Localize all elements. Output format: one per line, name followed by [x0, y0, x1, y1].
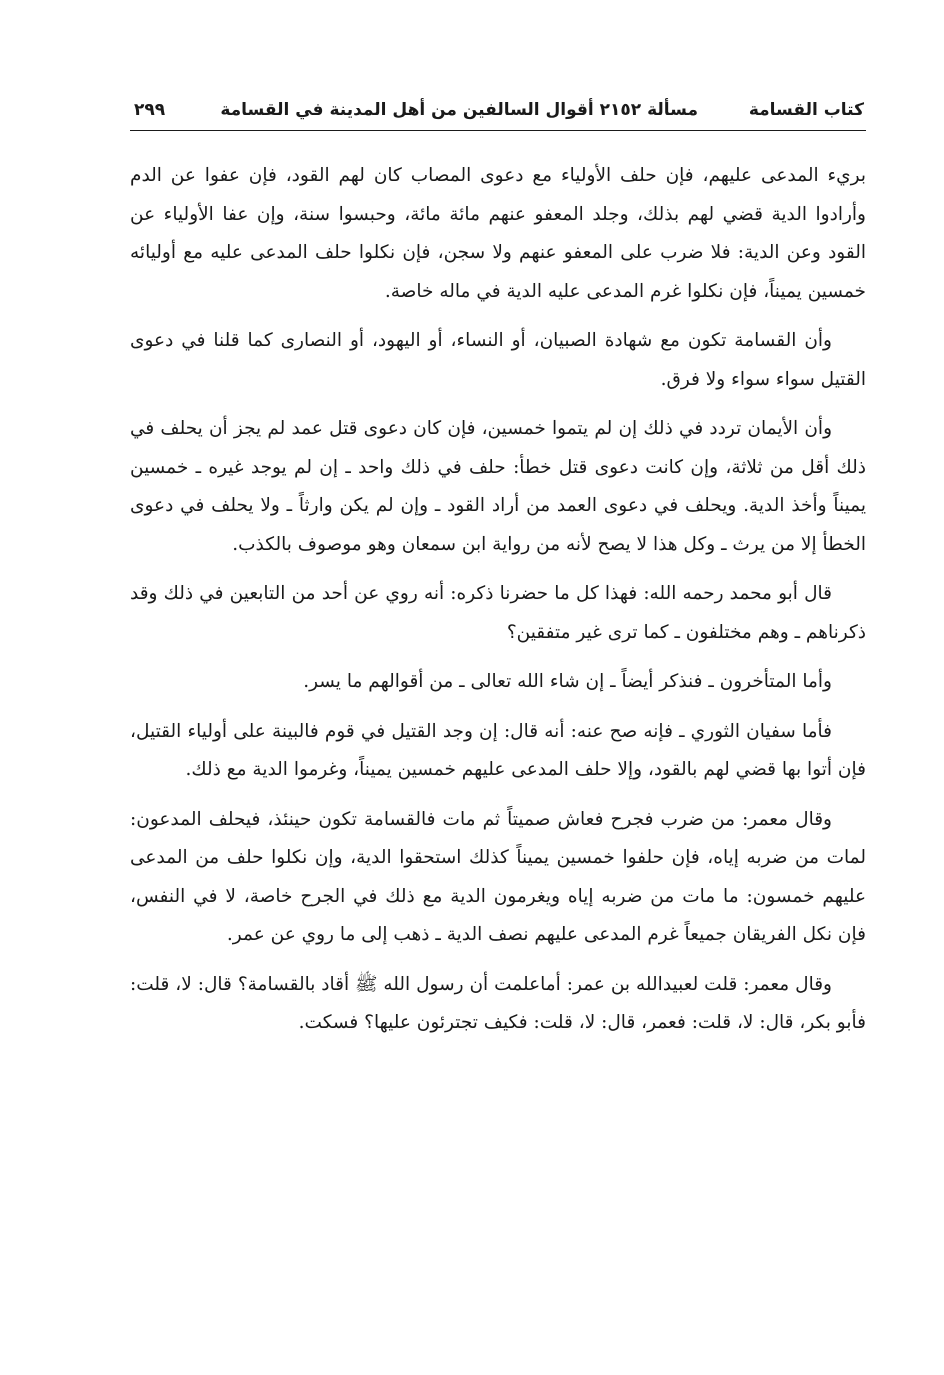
- body-text: [130, 157, 866, 1043]
- paragraph: قال أبو محمد رحمه الله: فهذا كل ما حضرنا ذكره: أنه روي عن أحد من التابعين في ذلك وقد ذكرناهم ـ وهم مختلفون ـ كما ترى غير متفقين؟: [130, 583, 866, 643]
- paragraph: وقال معمر: قلت لعبيدالله بن عمر: أماعلمت أن رسول الله ﷺ أقاد بالقسامة؟ قال: لا، قلت: فأبو بكر، قال: لا، قلت: فعمر، قال: لا، قلت: فكيف تجترئون عليها؟ فسكت.: [130, 973, 866, 1033]
- book-page: [130, 92, 866, 1342]
- running-header: [130, 92, 866, 131]
- paragraph: وأن الأيمان تردد في ذلك إن لم يتموا خمسين، فإن كان دعوى قتل عمد لم يجز أن يحلف في ذلك أقل من ثلاثة، وإن كانت دعوى قتل خطأ: حلف في ذلك واحد ـ إن لم يوجد غيره ـ خمسين يميناً وأخذ الدية. ويحلف في دعوى العمد من أراد القود ـ وإن لم يكن وارثاً ـ ولا يحلف في دعوى الخطأ إلا من يرث ـ وكل هذا لا يصح لأنه من رواية ابن سمعان وهو موصوف بالكذب.: [130, 418, 866, 555]
- paragraph: فأما سفيان الثوري ـ فإنه صح عنه: أنه قال: إن وجد القتيل في قوم فالبينة على أولياء القتيل، فإن أتوا بها قضي لهم بالقود، وإلا حلف المدعى عليهم خمسين يميناً، وغرموا الدية مع ذلك.: [130, 720, 866, 780]
- paragraph-continuation: بريء المدعى عليهم، فإن حلف الأولياء مع دعوى المصاب كان لهم القود، فإن عفوا عن الدم وأرادوا الدية قضي لهم بذلك، وجلد المعفو عنهم مائة مائة، وحبسوا سنة، وإن عفا الأولياء عن القود وعن الدية: فلا ضرب على المعفو عنهم ولا سجن، فإن نكلوا حلف المدعى عليه مع أوليائه خمسين يميناً، فإن نكلوا غرم المدعى عليه الدية في ماله خاصة.: [130, 165, 866, 302]
- paragraph: وأن القسامة تكون مع شهادة الصبيان، أو النساء، أو اليهود، أو النصارى كما قلنا في دعوى القتيل سواء سواء ولا فرق.: [130, 330, 866, 390]
- section-title: مسألة ٢١٥٢ أقوال السالفين من أهل المدينة في القسامة: [220, 100, 698, 120]
- paragraph: وقال معمر: من ضرب فجرح فعاش صميتاً ثم مات فالقسامة تكون حينئذ، فيحلف المدعون: لمات من ضربه إياه، فإن حلفوا خمسين يميناً كذلك استحقوا الدية، وإن نكلوا حلف من المدعى عليهم خمسون: ما مات من ضربه إياه ويغرمون الدية مع ذلك في الجرح خاصة، لا في النفس، فإن نكل الفريقان جميعاً غرم المدعى عليهم نصف الدية ـ ذهب إلى ما روي عن عمر.: [130, 808, 866, 945]
- paragraph: وأما المتأخرون ـ فنذكر أيضاً ـ إن شاء الله تعالى ـ من أقوالهم ما يسر.: [303, 671, 832, 692]
- page-number: ٢٩٩: [134, 100, 166, 120]
- book-title: كتاب القسامة: [748, 100, 864, 120]
